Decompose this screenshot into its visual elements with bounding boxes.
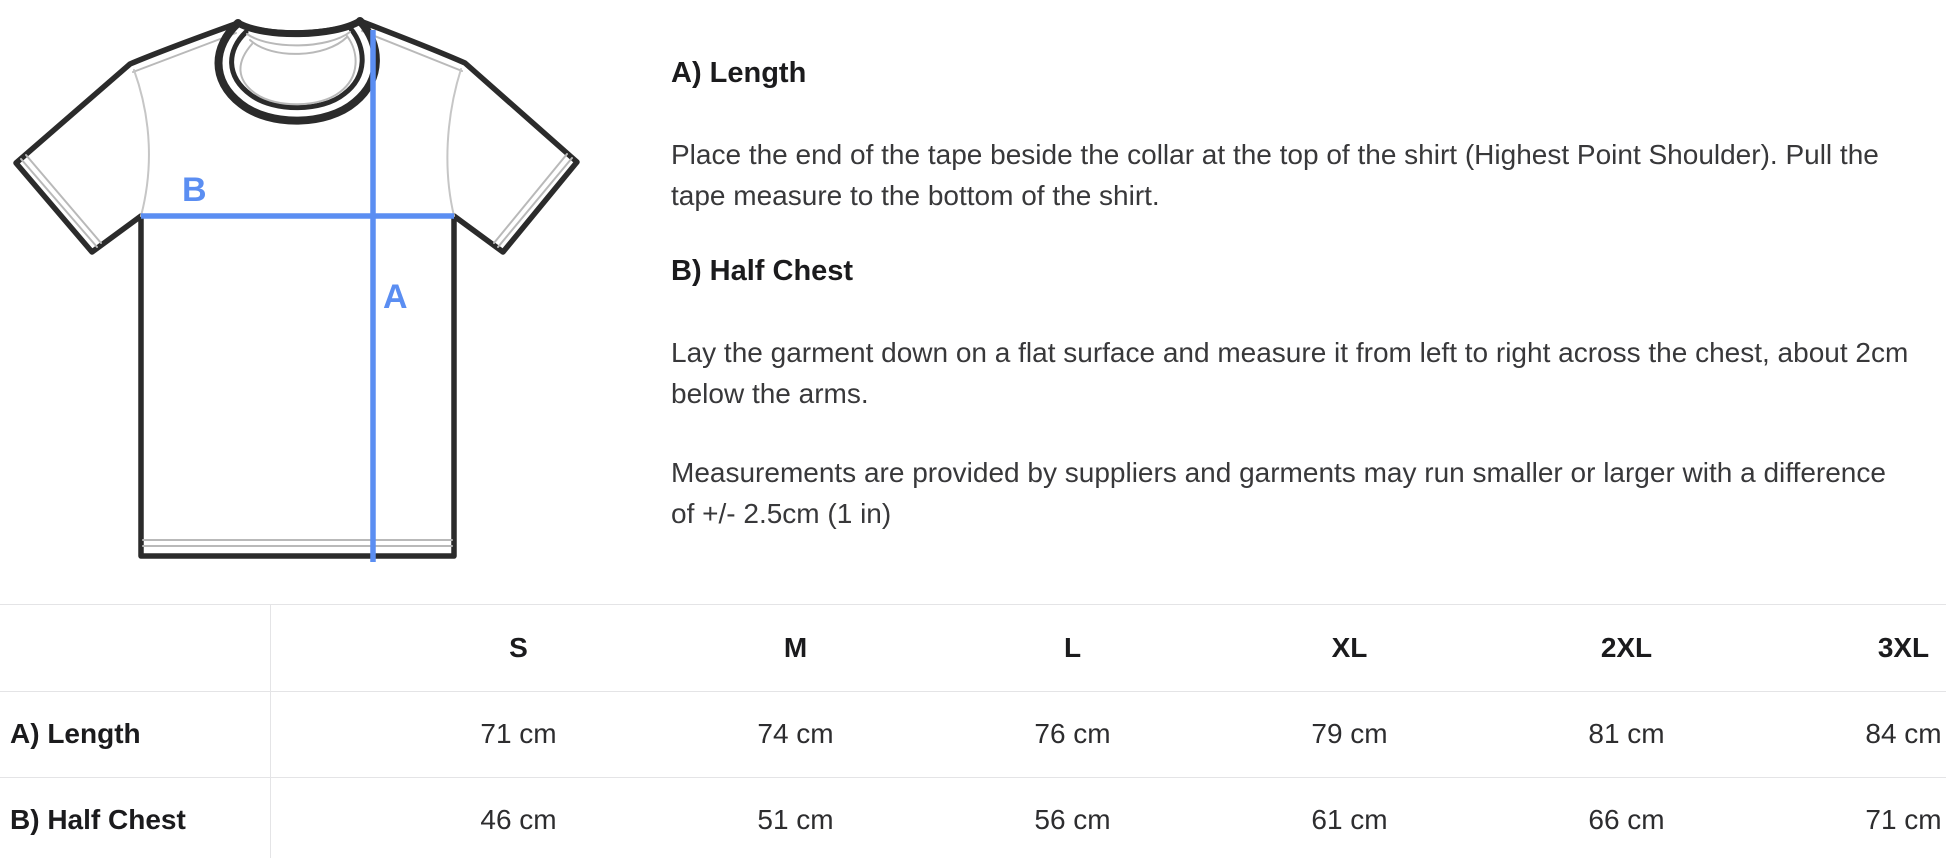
tshirt-measurement-diagram: [0, 0, 600, 585]
length-heading: A) Length: [671, 57, 807, 89]
tshirt-illustration: [0, 0, 600, 585]
half-chest-value-2xl: 66 cm: [1488, 777, 1765, 858]
table-row-half-chest: [0, 777, 1946, 858]
size-column-header-3xl: 3XL: [1765, 605, 1946, 691]
size-column-header-2xl: 2XL: [1488, 605, 1765, 691]
measurement-instructions: [671, 56, 1911, 572]
size-column-header-s: S: [380, 605, 657, 691]
length-value-3xl: 84 cm: [1765, 691, 1946, 777]
row-label-length: A) Length: [0, 691, 380, 777]
half-chest-description: Lay the garment down on a flat surface and measure it from left to right across the chest, about 2cm below the arms.: [671, 337, 1909, 409]
size-table: [0, 605, 1946, 858]
length-value-m: 74 cm: [657, 691, 934, 777]
length-value-xl: 79 cm: [1211, 691, 1488, 777]
half-chest-heading: B) Half Chest: [671, 255, 854, 287]
collar-back-edge: [238, 21, 360, 34]
size-table-corner-cell: [0, 605, 380, 691]
measurement-label-b: B: [182, 171, 207, 209]
measurement-label-a: A: [383, 278, 408, 316]
shirt-outline: [16, 21, 577, 556]
size-column-header-m: M: [657, 605, 934, 691]
half-chest-value-s: 46 cm: [380, 777, 657, 858]
row-label-half-chest: B) Half Chest: [0, 777, 380, 858]
size-table-scroll-area[interactable]: [0, 604, 1946, 858]
length-description: Place the end of the tape beside the collar at the top of the shirt (Highest Point Shoulder). Pull the tape measure to the bottom of the shirt.: [671, 139, 1879, 211]
table-row-length: [0, 691, 1946, 777]
size-column-header-xl: XL: [1211, 605, 1488, 691]
size-column-header-l: L: [934, 605, 1211, 691]
half-chest-value-xl: 61 cm: [1211, 777, 1488, 858]
size-table-header-row: [0, 605, 1946, 691]
half-chest-value-m: 51 cm: [657, 777, 934, 858]
length-value-2xl: 81 cm: [1488, 691, 1765, 777]
measurement-disclaimer: Measurements are provided by suppliers and garments may run smaller or larger with a difference of +/- 2.5cm (1 in): [671, 457, 1886, 529]
length-value-l: 76 cm: [934, 691, 1211, 777]
length-value-s: 71 cm: [380, 691, 657, 777]
half-chest-value-l: 56 cm: [934, 777, 1211, 858]
half-chest-value-3xl: 71 cm: [1765, 777, 1946, 858]
